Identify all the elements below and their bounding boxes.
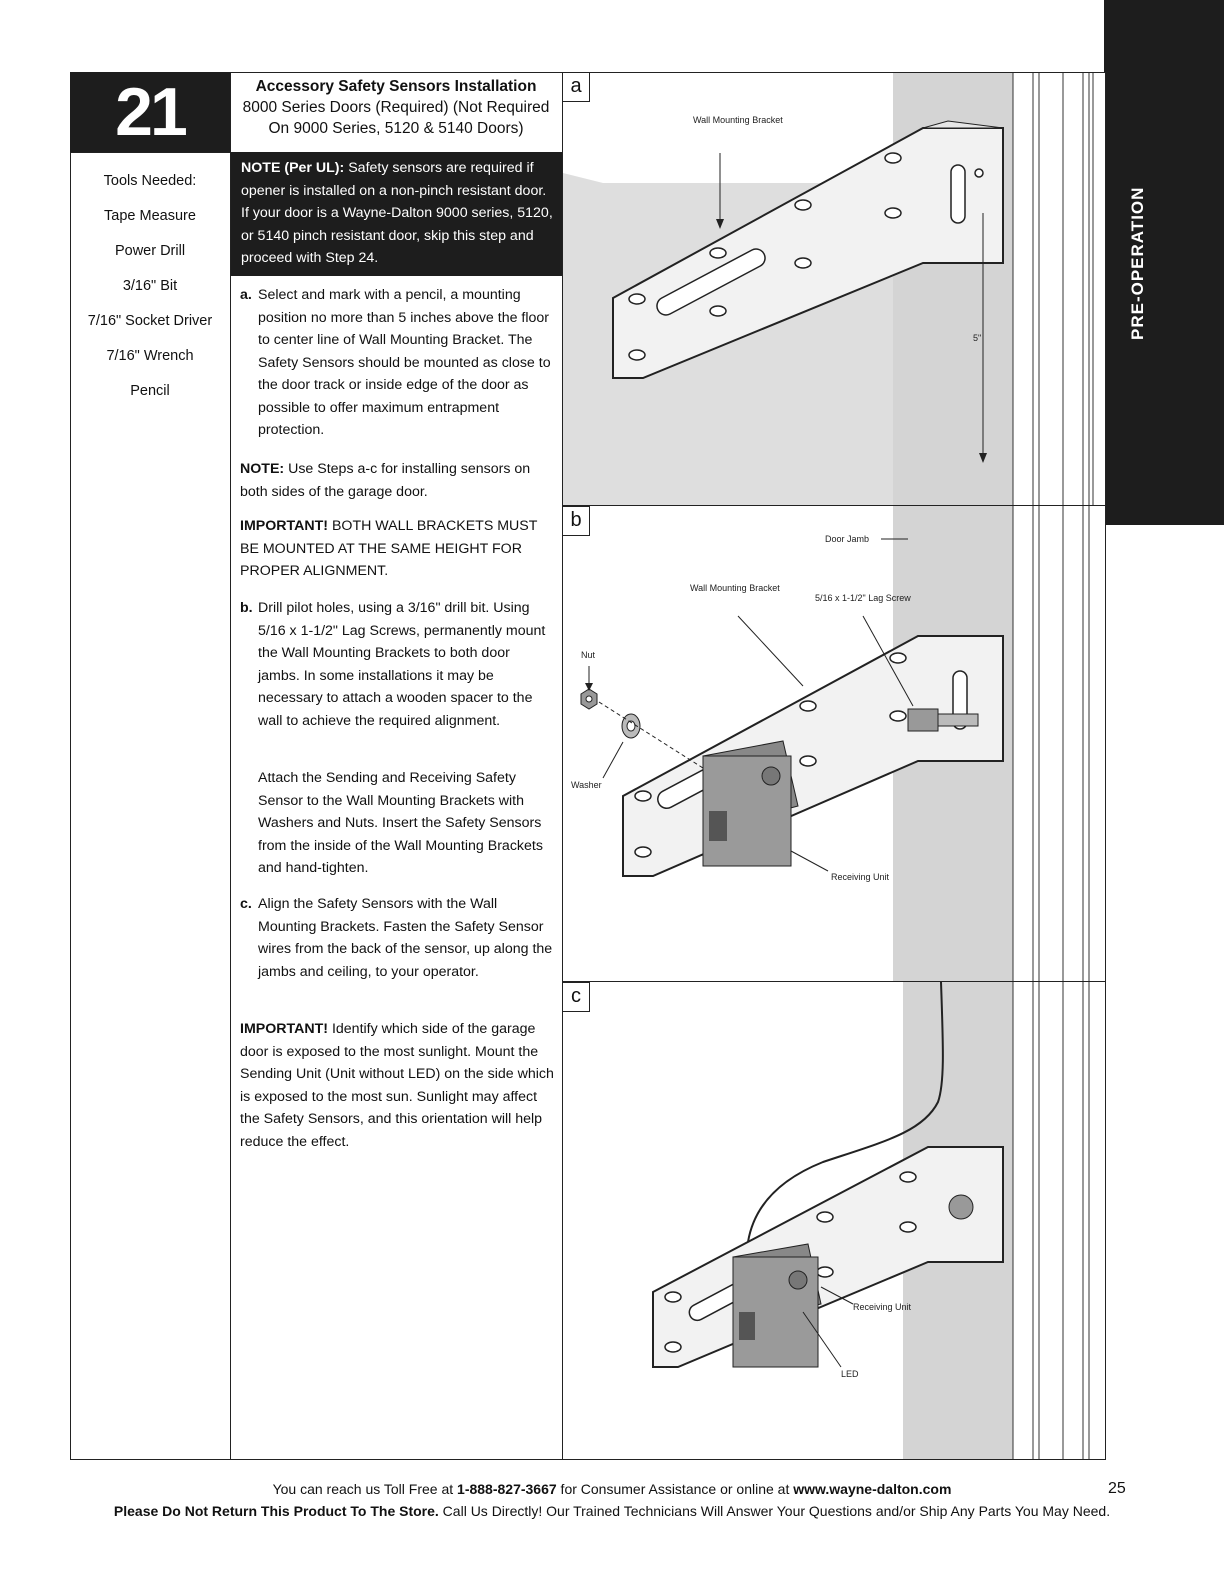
- callout-lag-screw: 5/16 x 1-1/2" Lag Screw: [815, 593, 911, 603]
- footer-website: www.wayne-dalton.com: [793, 1481, 952, 1497]
- footer-contact-pre: You can reach us Toll Free at: [272, 1481, 458, 1497]
- panel-label-a: a: [562, 72, 590, 102]
- illustration-panel-b: [563, 506, 1105, 981]
- important-sunlight-text: Identify which side of the garage door is exposed to the most sunlight. Mount the Sending Unit (Unit without LED) on the side which is exposed to the most sun. Sunlight may affect the Safety Sensors, and this orientation will help reduce the effect.: [240, 1021, 554, 1150]
- callout-led: LED: [841, 1369, 859, 1379]
- callout-door-jamb: Door Jamb: [825, 534, 870, 544]
- important-sunlight-label: IMPORTANT!: [240, 1021, 328, 1037]
- note-both-sides: [240, 458, 555, 503]
- callout-height-a: 5": [973, 333, 982, 343]
- tool-item: Power Drill: [114, 243, 186, 259]
- instruction-b-attach: [240, 767, 555, 880]
- step-subtitle-1: 8000 Series Doors (Required) (Not Required: [242, 99, 550, 116]
- footer-contact: [0, 1481, 1224, 1497]
- footer-phone: 1-888-827-3667: [457, 1481, 557, 1497]
- note-text: Use Steps a-c for installing sensors on both sides of the garage door.: [240, 461, 531, 500]
- footer-return-rest: Call Us Directly! Our Trained Technicians Will Answer Your Questions and/or Ship Any Parts You May Need.: [438, 1503, 1111, 1519]
- callout-receiving-unit-b: Receiving Unit: [831, 872, 890, 882]
- callout-receiving-unit-c: Receiving Unit: [853, 1302, 912, 1312]
- instruction-a-label: a.: [240, 287, 252, 303]
- footer-return-bold: Please Do Not Return This Product To The Store.: [113, 1503, 439, 1519]
- step-subtitle-2: On 9000 Series, 5120 & 5140 Doors): [268, 120, 524, 137]
- instruction-a: [240, 284, 555, 442]
- instruction-c-text: Align the Safety Sensors with the Wall Mounting Brackets. Fasten the Safety Sensor wires from the back of the sensor, up along the jambs and ceiling, to your operator.: [258, 896, 553, 980]
- ul-note-label: NOTE (Per UL):: [241, 160, 345, 176]
- callout-wall-bracket-b: Wall Mounting Bracket: [690, 583, 780, 593]
- instruction-c-label: c.: [240, 896, 252, 912]
- ul-note-text: Safety sensors are required if opener is installed on a non-pinch resistant door. If your door is a Wayne-Dalton 9000 series, 5120, or 5140 pinch resistant door, skip this step and proceed with Step 24.: [241, 160, 553, 266]
- tool-item: Tape Measure: [104, 208, 196, 224]
- tools-heading: Tools Needed:: [103, 173, 197, 189]
- step-number: 21: [70, 72, 230, 152]
- callout-wall-bracket-a: Wall Mounting Bracket: [693, 115, 783, 125]
- important-text: BOTH WALL BRACKETS MUST BE MOUNTED AT THE SAME HEIGHT FOR PROPER ALIGNMENT.: [240, 518, 538, 579]
- step-header: [231, 76, 561, 139]
- important-sunlight: [240, 1018, 555, 1153]
- instruction-b-text: Drill pilot holes, using a 3/16" drill bit. Using 5/16 x 1-1/2" Lag Screws, permanently mount the Wall Mounting Brackets to both door jambs. In some installations it may be necessary to attach a wooden spacer to the wall to achieve the required alignment.: [258, 600, 546, 729]
- tool-item: 7/16" Socket Driver: [87, 313, 213, 329]
- ul-note: [231, 152, 562, 276]
- illustration-panel-c: [563, 982, 1105, 1459]
- instruction-a-text: Select and mark with a pencil, a mounting position no more than 5 inches above the floor to center line of Wall Mounting Bracket. The Safety Sensors should be mounted as close to the door track or inside edge of the door as possible to offer maximum entrapment protection.: [258, 287, 551, 438]
- illustration-panel-a: [563, 73, 1105, 505]
- panel-label-b: b: [562, 506, 590, 536]
- tool-item: 7/16" Wrench: [106, 348, 194, 364]
- callout-nut: Nut: [581, 650, 596, 660]
- important-label: IMPORTANT!: [240, 518, 328, 534]
- tool-item: 3/16" Bit: [122, 278, 178, 294]
- note-label: NOTE:: [240, 461, 285, 477]
- instruction-c: [240, 893, 555, 983]
- tools-list: [70, 164, 230, 409]
- step-divider: [70, 152, 230, 153]
- instruction-b-text2: Attach the Sending and Receiving Safety Sensor to the Wall Mounting Brackets with Washers and Nuts. Insert the Safety Sensors from the inside of the Wall Mounting Brackets and hand-tighten.: [258, 770, 543, 876]
- page-number: 25: [1108, 1480, 1126, 1497]
- panel-label-c: c: [562, 982, 590, 1012]
- footer-return-notice: [0, 1503, 1224, 1519]
- important-alignment: [240, 515, 555, 583]
- instruction-b: [240, 597, 555, 732]
- footer-contact-mid: for Consumer Assistance or online at: [556, 1481, 794, 1497]
- tool-item: Pencil: [130, 383, 170, 399]
- callout-washer: Washer: [571, 780, 602, 790]
- step-title: Accessory Safety Sensors Installation: [255, 78, 537, 95]
- side-tab: [1104, 0, 1224, 525]
- instruction-b-label: b.: [240, 600, 253, 616]
- side-tab-label: PRE-OPERATION: [1128, 186, 1147, 340]
- column-divider-1: [230, 72, 231, 1460]
